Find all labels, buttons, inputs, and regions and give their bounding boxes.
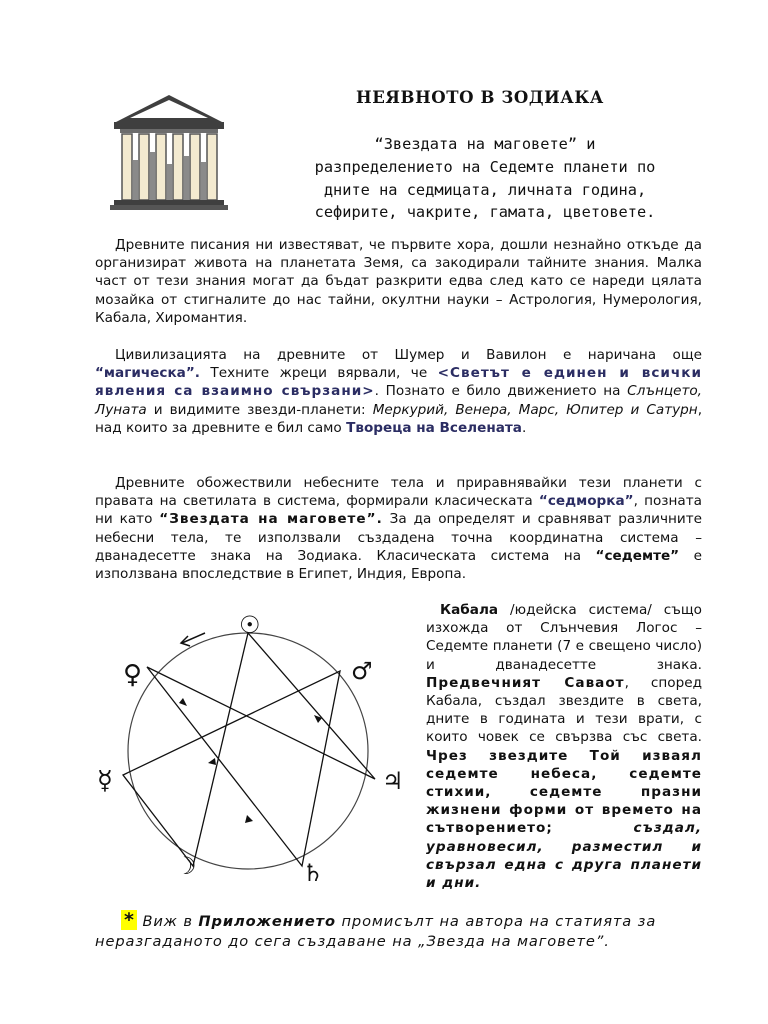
text: промисълт на автора на статията за неразгаданото до сега създаване на „Звезда на маговете”. xyxy=(95,913,657,950)
moon-icon: ☽ xyxy=(175,852,197,880)
venus-icon: ♀ xyxy=(123,660,143,690)
sun-icon: ☉ xyxy=(239,611,261,639)
text: Цивилизацията на древните от Шумер и Вавилон е наричана още xyxy=(115,347,702,363)
subtitle xyxy=(250,133,720,224)
text: , над които за древните е бил само xyxy=(95,401,703,436)
italic-luminaries: Слънцето, Луната xyxy=(95,383,703,418)
text: Техните жреци вярвали, че xyxy=(199,365,438,382)
italic-planets: Меркурий, Венера, Марс, Юпитер и Сатурн xyxy=(372,401,698,418)
text: , позната ни като xyxy=(95,493,702,528)
page-title: НЕЯВНОТО В ЗОДИАКА xyxy=(356,88,604,107)
text: е използвана впоследствие в Египет, Индия, Европа. xyxy=(95,547,702,583)
text: . Познато е било движението на xyxy=(374,383,628,400)
highlight-magi-star: “Звездата на маговете”. xyxy=(159,511,383,528)
appendix-link[interactable]: Приложението xyxy=(198,913,336,930)
saturn-icon: ♄ xyxy=(302,859,324,887)
mercury-icon: ☿ xyxy=(97,766,113,796)
subtitle-line: дните на седмицата, личната година, xyxy=(323,180,647,199)
text: и видимите звезди-планети: xyxy=(146,401,373,418)
star-of-magi-diagram xyxy=(95,603,415,893)
highlight-unity: <Светът е единен и всички явления са взаимно свързани> xyxy=(95,365,702,400)
kabbalah-term: Кабала xyxy=(440,602,499,618)
highlight-magic: “магическа”. xyxy=(95,365,200,382)
subtitle-line: разпределението на Седемте планети по xyxy=(314,157,656,176)
text: /юдейска система/ също изхожда от Слънчевия Логос – Седемте планети (7 е свещено число) и дванадесетте знака. xyxy=(426,602,702,673)
jupiter-icon: ♃ xyxy=(382,767,404,795)
direction-arrows xyxy=(179,698,322,823)
text: Древните обожествили небесните тела и приравнявайки тези планети с правата на светилата в система, формирали класическата xyxy=(95,475,702,510)
highlight-creator: Твореца на Вселената xyxy=(346,419,522,436)
mars-icon: ♂ xyxy=(351,657,373,685)
highlight-sabaoth: Предвечният Саваот xyxy=(426,674,625,691)
appendix-note xyxy=(95,910,702,952)
paragraph-text: Древните писания ни известяват, че първите хора, дошли незнайно откъде да организират живота на планетата Земя, са закодирали тайните знания. Малка част от тези знания могат да бъдат разкрити едва след като се нареди цялата мозайка от стигналите до нас тайни, окултни науки – Астрология, Нумерология, Кабала, Хиромантия. xyxy=(95,237,702,326)
subtitle-line: “Звездата на маговете” и xyxy=(374,135,596,153)
highlight-created: създал, уравновесил, разместил и свързал една с друга планети и дни. xyxy=(426,820,702,892)
kabbalah-paragraph xyxy=(426,601,702,892)
heptagram-star xyxy=(123,633,375,866)
paragraph-seven xyxy=(95,474,702,583)
text: За да определят и сравняват различните небесни тела, те използвали създадена точна координатна система – дванадесетте знака на Зодиака. Класическата система на xyxy=(95,511,702,564)
highlight-seven: “седморка” xyxy=(538,493,634,510)
temple-icon xyxy=(108,92,230,214)
highlight-seven-heavens: Чрез звездите Той изваял седемте небеса, седемте стихии, седемте празни жизнени форми от времето на сътворението; xyxy=(426,747,702,837)
zodiac-circle xyxy=(128,633,368,869)
paragraph-civilization xyxy=(95,346,702,437)
paragraph-intro xyxy=(95,236,702,327)
text: . xyxy=(521,419,527,436)
highlight-the-seven: “седемте” xyxy=(595,547,680,564)
text: , според Кабала, създал звездите в света, дните в годината и тези врати, с които човек се свързва със света. xyxy=(426,674,702,746)
asterisk-marker: * xyxy=(121,910,137,930)
rotation-arrow xyxy=(181,633,205,646)
text: Виж в xyxy=(136,913,199,930)
subtitle-line: сефирите, чакрите, гамата, цветовете. xyxy=(314,203,656,222)
